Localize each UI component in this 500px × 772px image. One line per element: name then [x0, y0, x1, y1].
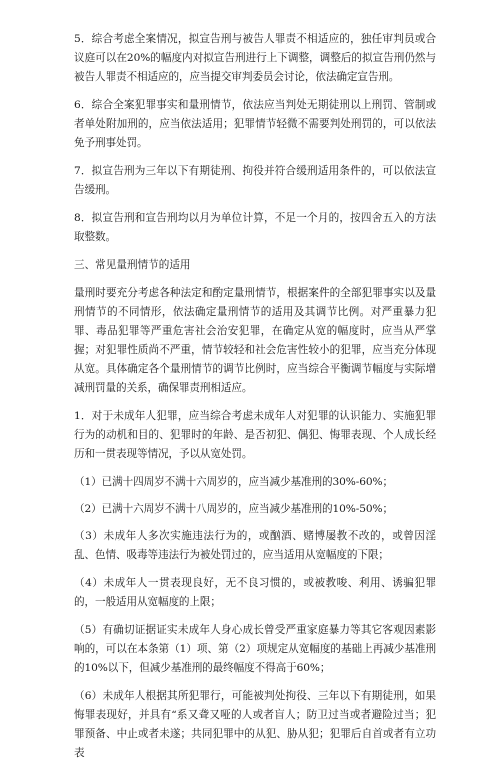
- paragraph-5: 5．综合考虑全案情况，拟宣告刑与被告人罪责不相适应的，独任审判员或合议庭可以在20%的幅度内对拟宣告刑进行上下调整，调整后的拟宣告刑仍然与被告人罪责不相适应的，应当提交审判委员会讨论，依法确定宣告刑。: [74, 33, 436, 83]
- paragraph-6: 6．综合全案犯罪事实和量刑情节，依法应当判处无期徒刑以上刑罚、管制或者单处附加刑的，应当依法适用；犯罪情节轻微不需要判处刑罚的，可以依法免予刑事处罚。: [74, 99, 436, 149]
- section-intro: 量刑时要充分考虑各种法定和酌定量刑情节，根据案件的全部犯罪事实以及量刑情节的不同情形，依法确定量刑情节的适用及其调节比例。对严重暴力犯罪、毒品犯罪等严重危害社会治安犯罪，在确定从宽的幅度时，应当从严掌握；对犯罪性质尚不严重，情节较轻和社会危害性较小的犯罪，应当充分体现从宽。具体确定各个量刑情节的调节比例时，应当综合平衡调节幅度与实际增减刑罚量的关系，确保罪责刑相适应。: [74, 287, 436, 394]
- item-1: 1．对于未成年人犯罪，应当综合考虑未成年人对犯罪的认识能力、实施犯罪行为的动机和目的、犯罪时的年龄、是否初犯、偶犯、悔罪表现、个人成长经历和一贯表现等情况，予以从宽处罚。: [74, 410, 436, 460]
- sub-item-3: （3）未成年人多次实施违法行为的，或酗酒、赌博屡教不改的，或曾因淫乱、色情、吸毒等违法行为被处罚过的，应当适用从宽幅度的下限；: [74, 530, 436, 561]
- sub-item-4: （4）未成年人一贯表现良好，无不良习惯的，或被教唆、利用、诱骗犯罪的，一般适用从宽幅度的上限；: [74, 577, 436, 608]
- paragraph-8: 8．拟宣告刑和宣告刑均以月为单位计算，不足一个月的，按四舍五入的方法取整数。: [74, 212, 436, 243]
- section-heading: 三、常见量刑情节的适用: [74, 259, 191, 271]
- sub-item-5: （5）有确切证据证实未成年人身心成长曾受严重家庭暴力等其它客观因素影响的，可以在本条第（1）项、第（2）项规定从宽幅度的基础上再减少基准刑的10%以下，但减少基准刑的最终幅度不得高于60%；: [74, 624, 436, 674]
- document-page: [74, 30, 436, 772]
- sub-item-6: （6）未成年人根据其所犯罪行，可能被判处拘役、三年以下有期徒刑，如果悔罪表现好，并具有“系又聋又哑的人或者盲人；防卫过当或者避险过当；犯罪预备、中止或者未遂；共同犯罪中的从犯、胁从犯；犯罪后自首或者有立功表: [74, 690, 436, 759]
- sub-item-1: （1）已满十四周岁不满十六周岁的，应当减少基准刑的30%-60%；: [74, 476, 393, 488]
- sub-item-2: （2）已满十六周岁不满十八周岁的，应当减少基准刑的10%-50%；: [74, 503, 393, 515]
- paragraph-7: 7．拟宣告刑为三年以下有期徒刑、拘役并符合缓刑适用条件的，可以依法宣告缓刑。: [74, 165, 436, 196]
